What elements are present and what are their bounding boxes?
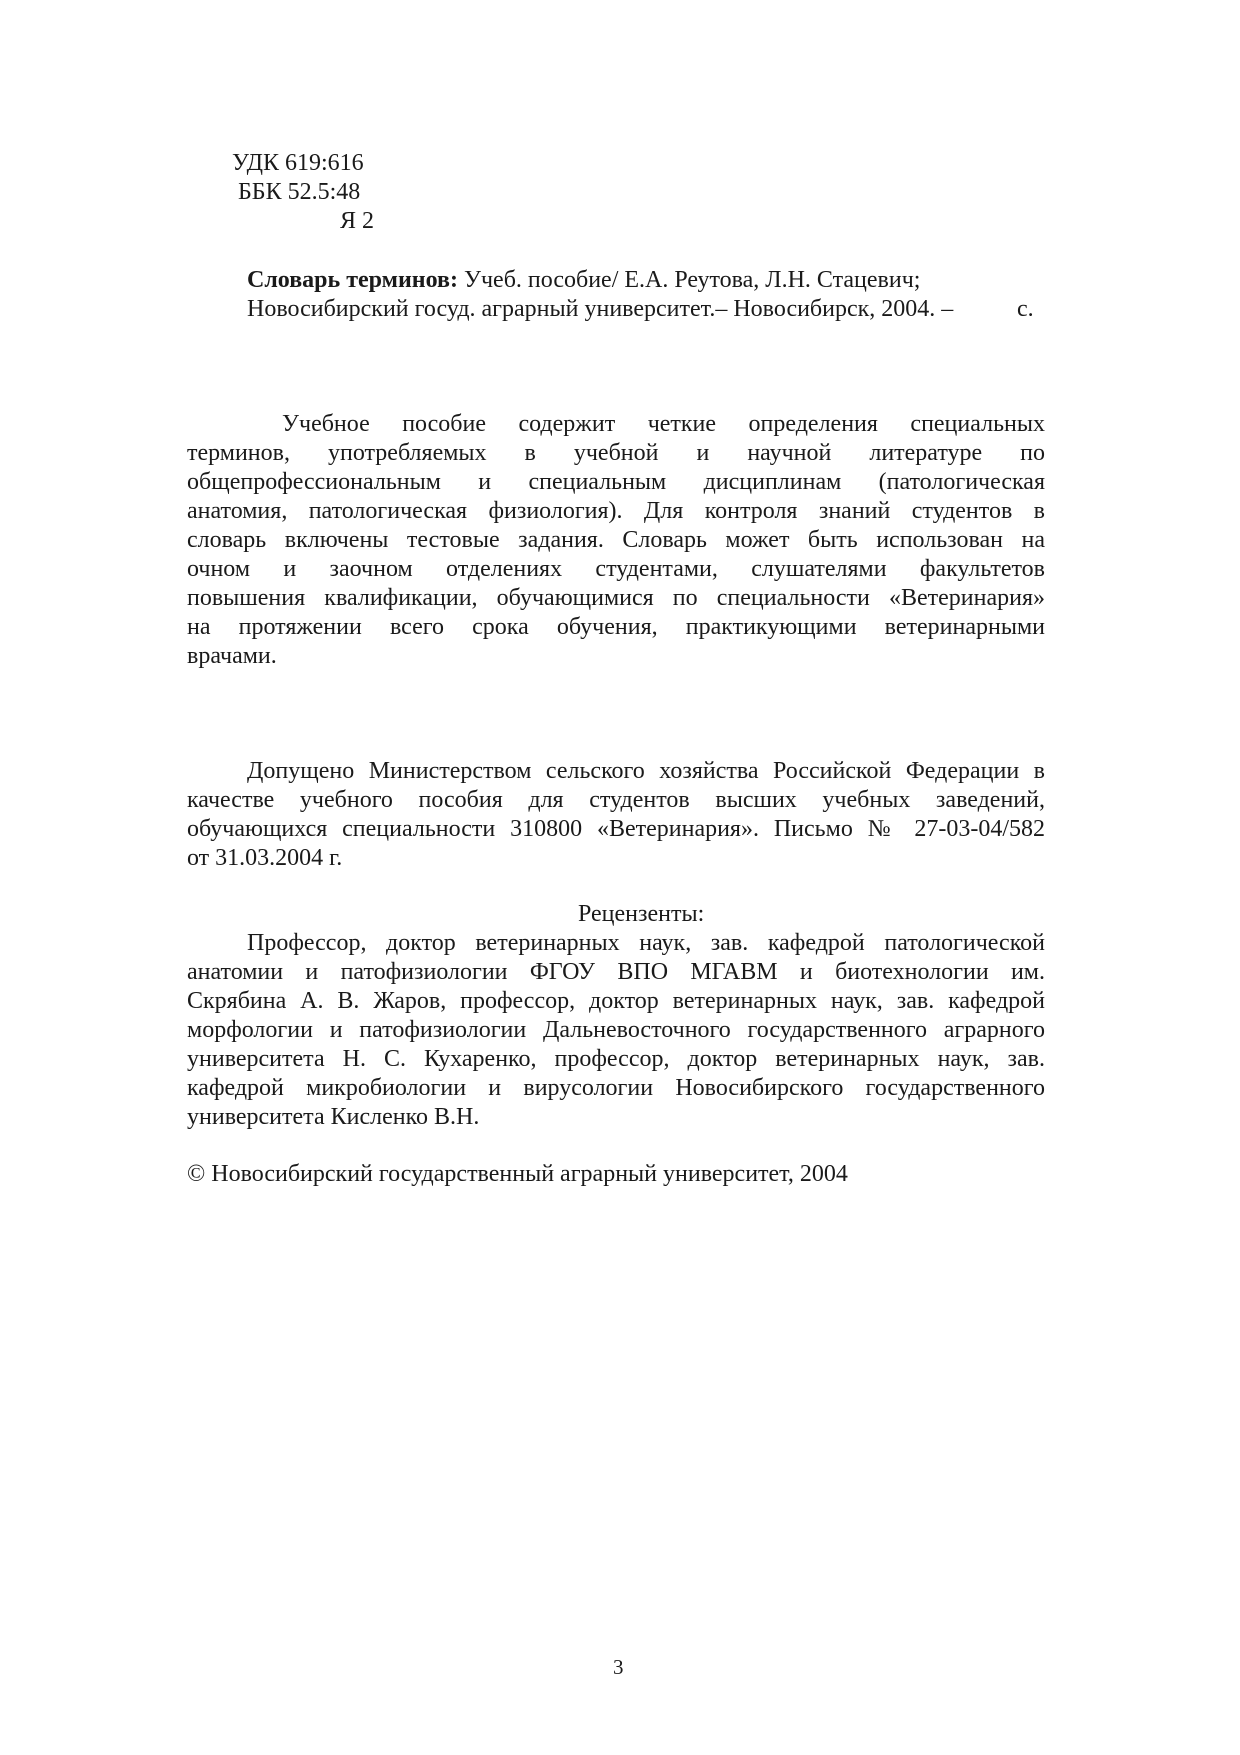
approval-paragraph: [187, 757, 1045, 873]
approval-line: обучающихся специальности 310800 «Ветеринария». Письмо № 27-03-04/582: [187, 816, 1045, 842]
abstract-line: повышения квалификации, обучающимися по специальности «Ветеринария»: [187, 585, 1045, 611]
abstract-line: Учебное пособие содержит четкие определения специальных: [282, 411, 1045, 437]
approval-line: Допущено Министерством сельского хозяйства Российской Федерации в: [247, 758, 1045, 784]
abstract-line: терминов, употребляемых в учебной и научной литературе по: [187, 440, 1045, 466]
approval-line: от 31.03.2004 г.: [187, 845, 343, 871]
bibliography-line-1: [247, 266, 920, 295]
abstract-line: на протяжении всего срока обучения, практикующими ветеринарными: [187, 614, 1045, 640]
abstract-line: общепрофессиональным и специальным дисциплинам (патологическая: [187, 469, 1045, 495]
reviewers-heading: Рецензенты:: [578, 901, 705, 927]
reviewers-line: университета Кисленко В.Н.: [187, 1104, 480, 1130]
abstract-paragraph: [187, 410, 1045, 671]
approval-line: качестве учебного пособия для студентов высших учебных заведений,: [187, 787, 1045, 813]
bibliography-title: Словарь терминов:: [247, 267, 458, 293]
bibliography-details: Учеб. пособие/ Е.А. Реутова, Л.Н. Стацевич;: [457, 267, 921, 293]
bbk-code: ББК 52.5:48: [238, 179, 361, 205]
reviewers-line: морфологии и патофизиологии Дальневосточного государственного аграрного: [187, 1017, 1045, 1043]
author-mark: Я 2: [340, 208, 375, 234]
bibliography-line-2: Новосибирский госуд. аграрный университет.– Новосибирск, 2004. –: [247, 296, 954, 322]
reviewers-line: Скрябина А. В. Жаров, профессор, доктор ветеринарных наук, зав. кафедрой: [187, 988, 1045, 1014]
reviewers-line: университета Н. С. Кухаренко, профессор, доктор ветеринарных наук, зав.: [187, 1046, 1045, 1072]
abstract-line: словарь включены тестовые задания. Словарь может быть использован на: [187, 527, 1045, 553]
page-number: 3: [613, 1655, 624, 1679]
copyright-notice: © Новосибирский государственный аграрный университет, 2004: [187, 1161, 848, 1187]
abstract-line: врачами.: [187, 643, 277, 669]
udk-code: УДК 619:616: [232, 150, 364, 176]
reviewers-line: кафедрой микробиологии и вирусологии Новосибирского государственного: [187, 1075, 1045, 1101]
reviewers-line: анатомии и патофизиологии ФГОУ ВПО МГАВМ и биотехнологии им.: [187, 959, 1045, 985]
abstract-line: анатомия, патологическая физиология). Для контроля знаний студентов в: [187, 498, 1045, 524]
abstract-line: очном и заочном отделениях студентами, слушателями факультетов: [187, 556, 1045, 582]
reviewers-paragraph: [187, 929, 1045, 1132]
bibliography-pages: с.: [1017, 296, 1034, 322]
reviewers-line: Профессор, доктор ветеринарных наук, зав. кафедрой патологической: [247, 930, 1045, 956]
